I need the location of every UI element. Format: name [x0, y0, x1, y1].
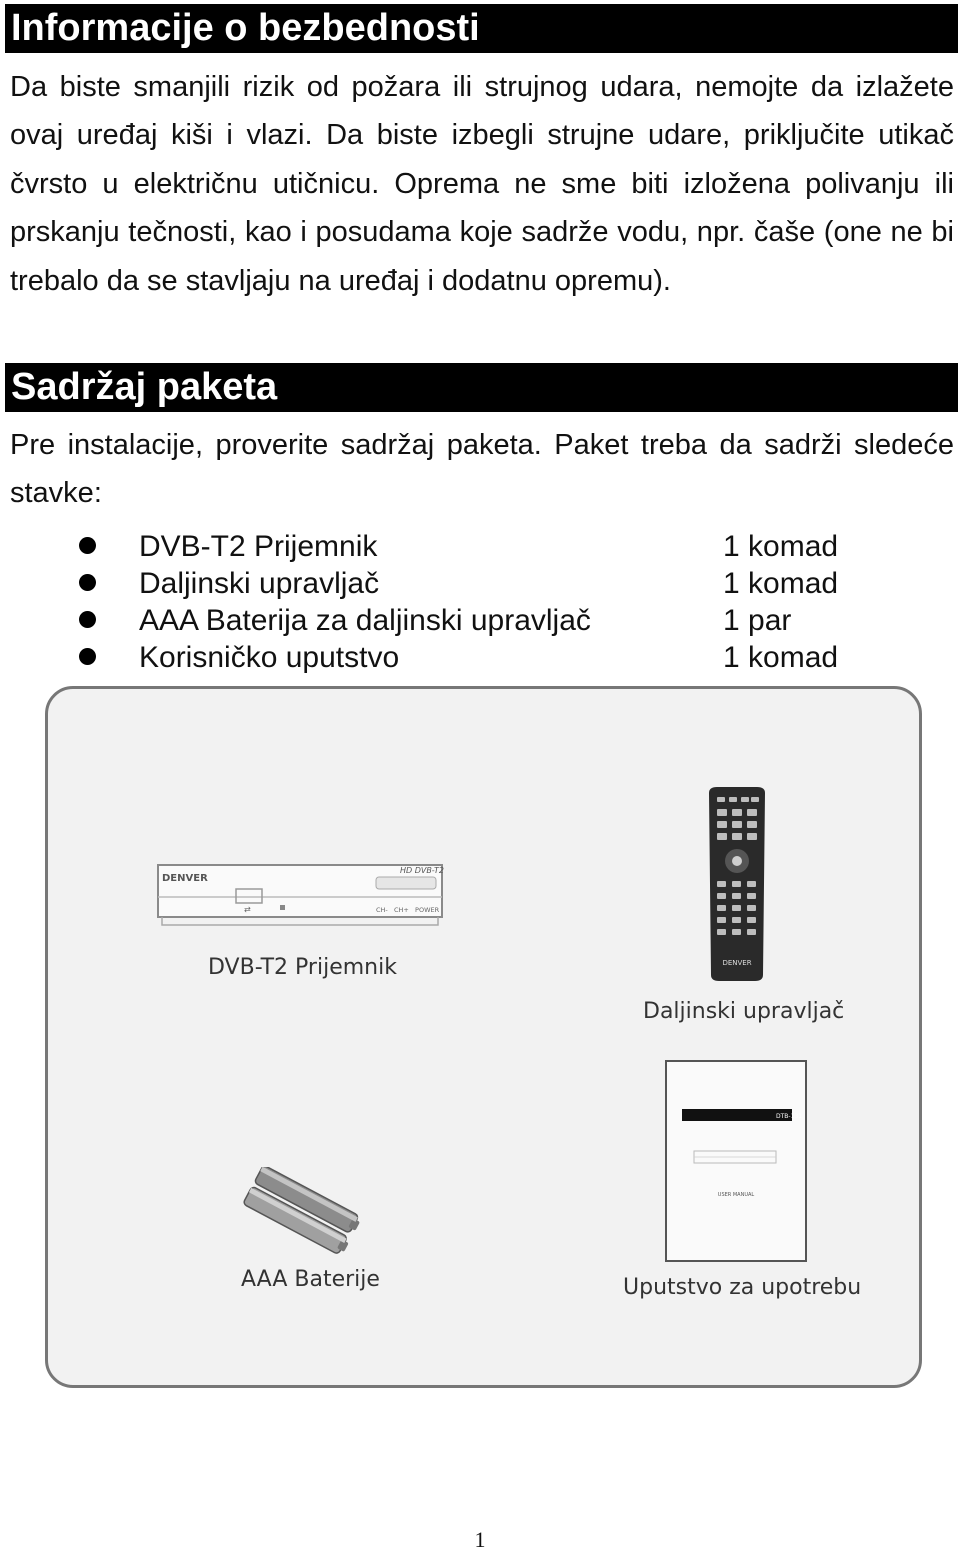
- bullet-icon: [79, 537, 96, 554]
- batteries-illustration: [238, 1167, 368, 1257]
- manual-model-text: DTB-131: [776, 1113, 803, 1120]
- item-quantity: 1 komad: [723, 641, 839, 674]
- svg-text:⇄: ⇄: [244, 905, 251, 914]
- remote-illustration: [703, 785, 771, 985]
- receiver-model-text: HD DVB-T2: [400, 866, 444, 875]
- manual-cover-text: USER MANUAL: [717, 1192, 755, 1198]
- safety-heading: Informacije o bezbednosti: [5, 4, 958, 53]
- manual-label: Uputstvo za upotrebu: [623, 1275, 862, 1300]
- item-quantity: 1 par: [723, 604, 792, 637]
- item-name: DVB-T2 Prijemnik: [139, 530, 378, 563]
- item-name: AAA Baterija za daljinski upravljač: [139, 604, 591, 637]
- receiver-illustration: [150, 859, 450, 934]
- package-contents-figure: [45, 686, 922, 1388]
- remote-brand-text: DENVER: [722, 959, 752, 967]
- receiver-buttons-text: CH- CH+ POWER: [376, 906, 440, 914]
- bullet-icon: [79, 648, 96, 665]
- item-quantity: 1 komad: [723, 567, 839, 600]
- receiver-label: DVB-T2 Prijemnik: [208, 955, 397, 980]
- item-quantity: 1 komad: [723, 530, 839, 563]
- remote-label: Daljinski upravljač: [643, 999, 845, 1024]
- batteries-label: AAA Baterije: [241, 1267, 380, 1292]
- receiver-brand-text: DENVER: [162, 873, 208, 884]
- list-item: [0, 602, 960, 639]
- bullet-icon: [79, 611, 96, 628]
- package-intro: Pre instalacije, proverite sadržaj paketa. Paket treba da sadrži sledeće stavke:: [10, 429, 954, 510]
- list-item: [0, 565, 960, 602]
- page-number: 1: [474, 1527, 486, 1552]
- bullet-icon: [79, 574, 96, 591]
- item-name: Daljinski upravljač: [139, 567, 380, 600]
- list-item: [0, 639, 960, 676]
- package-heading: Sadržaj paketa: [5, 363, 958, 412]
- safety-paragraph: Da biste smanjili rizik od požara ili strujnog udara, nemojte da izlažete ovaj uređaj kiši i vlazi. Da biste izbegli strujne udare, priključite utikač čvrsto u električnu utičnicu. Oprema ne sme biti izložena polivanju ili prskanju tečnosti, kao i posudama koje sadrže vodu, npr. čaše (one ne bi trebalo da se stavljaju na uređaj i dodatnu opremu).: [10, 71, 954, 297]
- list-item: [0, 528, 960, 565]
- item-name: Korisničko uputstvo: [139, 641, 400, 674]
- manual-illustration: [664, 1059, 808, 1263]
